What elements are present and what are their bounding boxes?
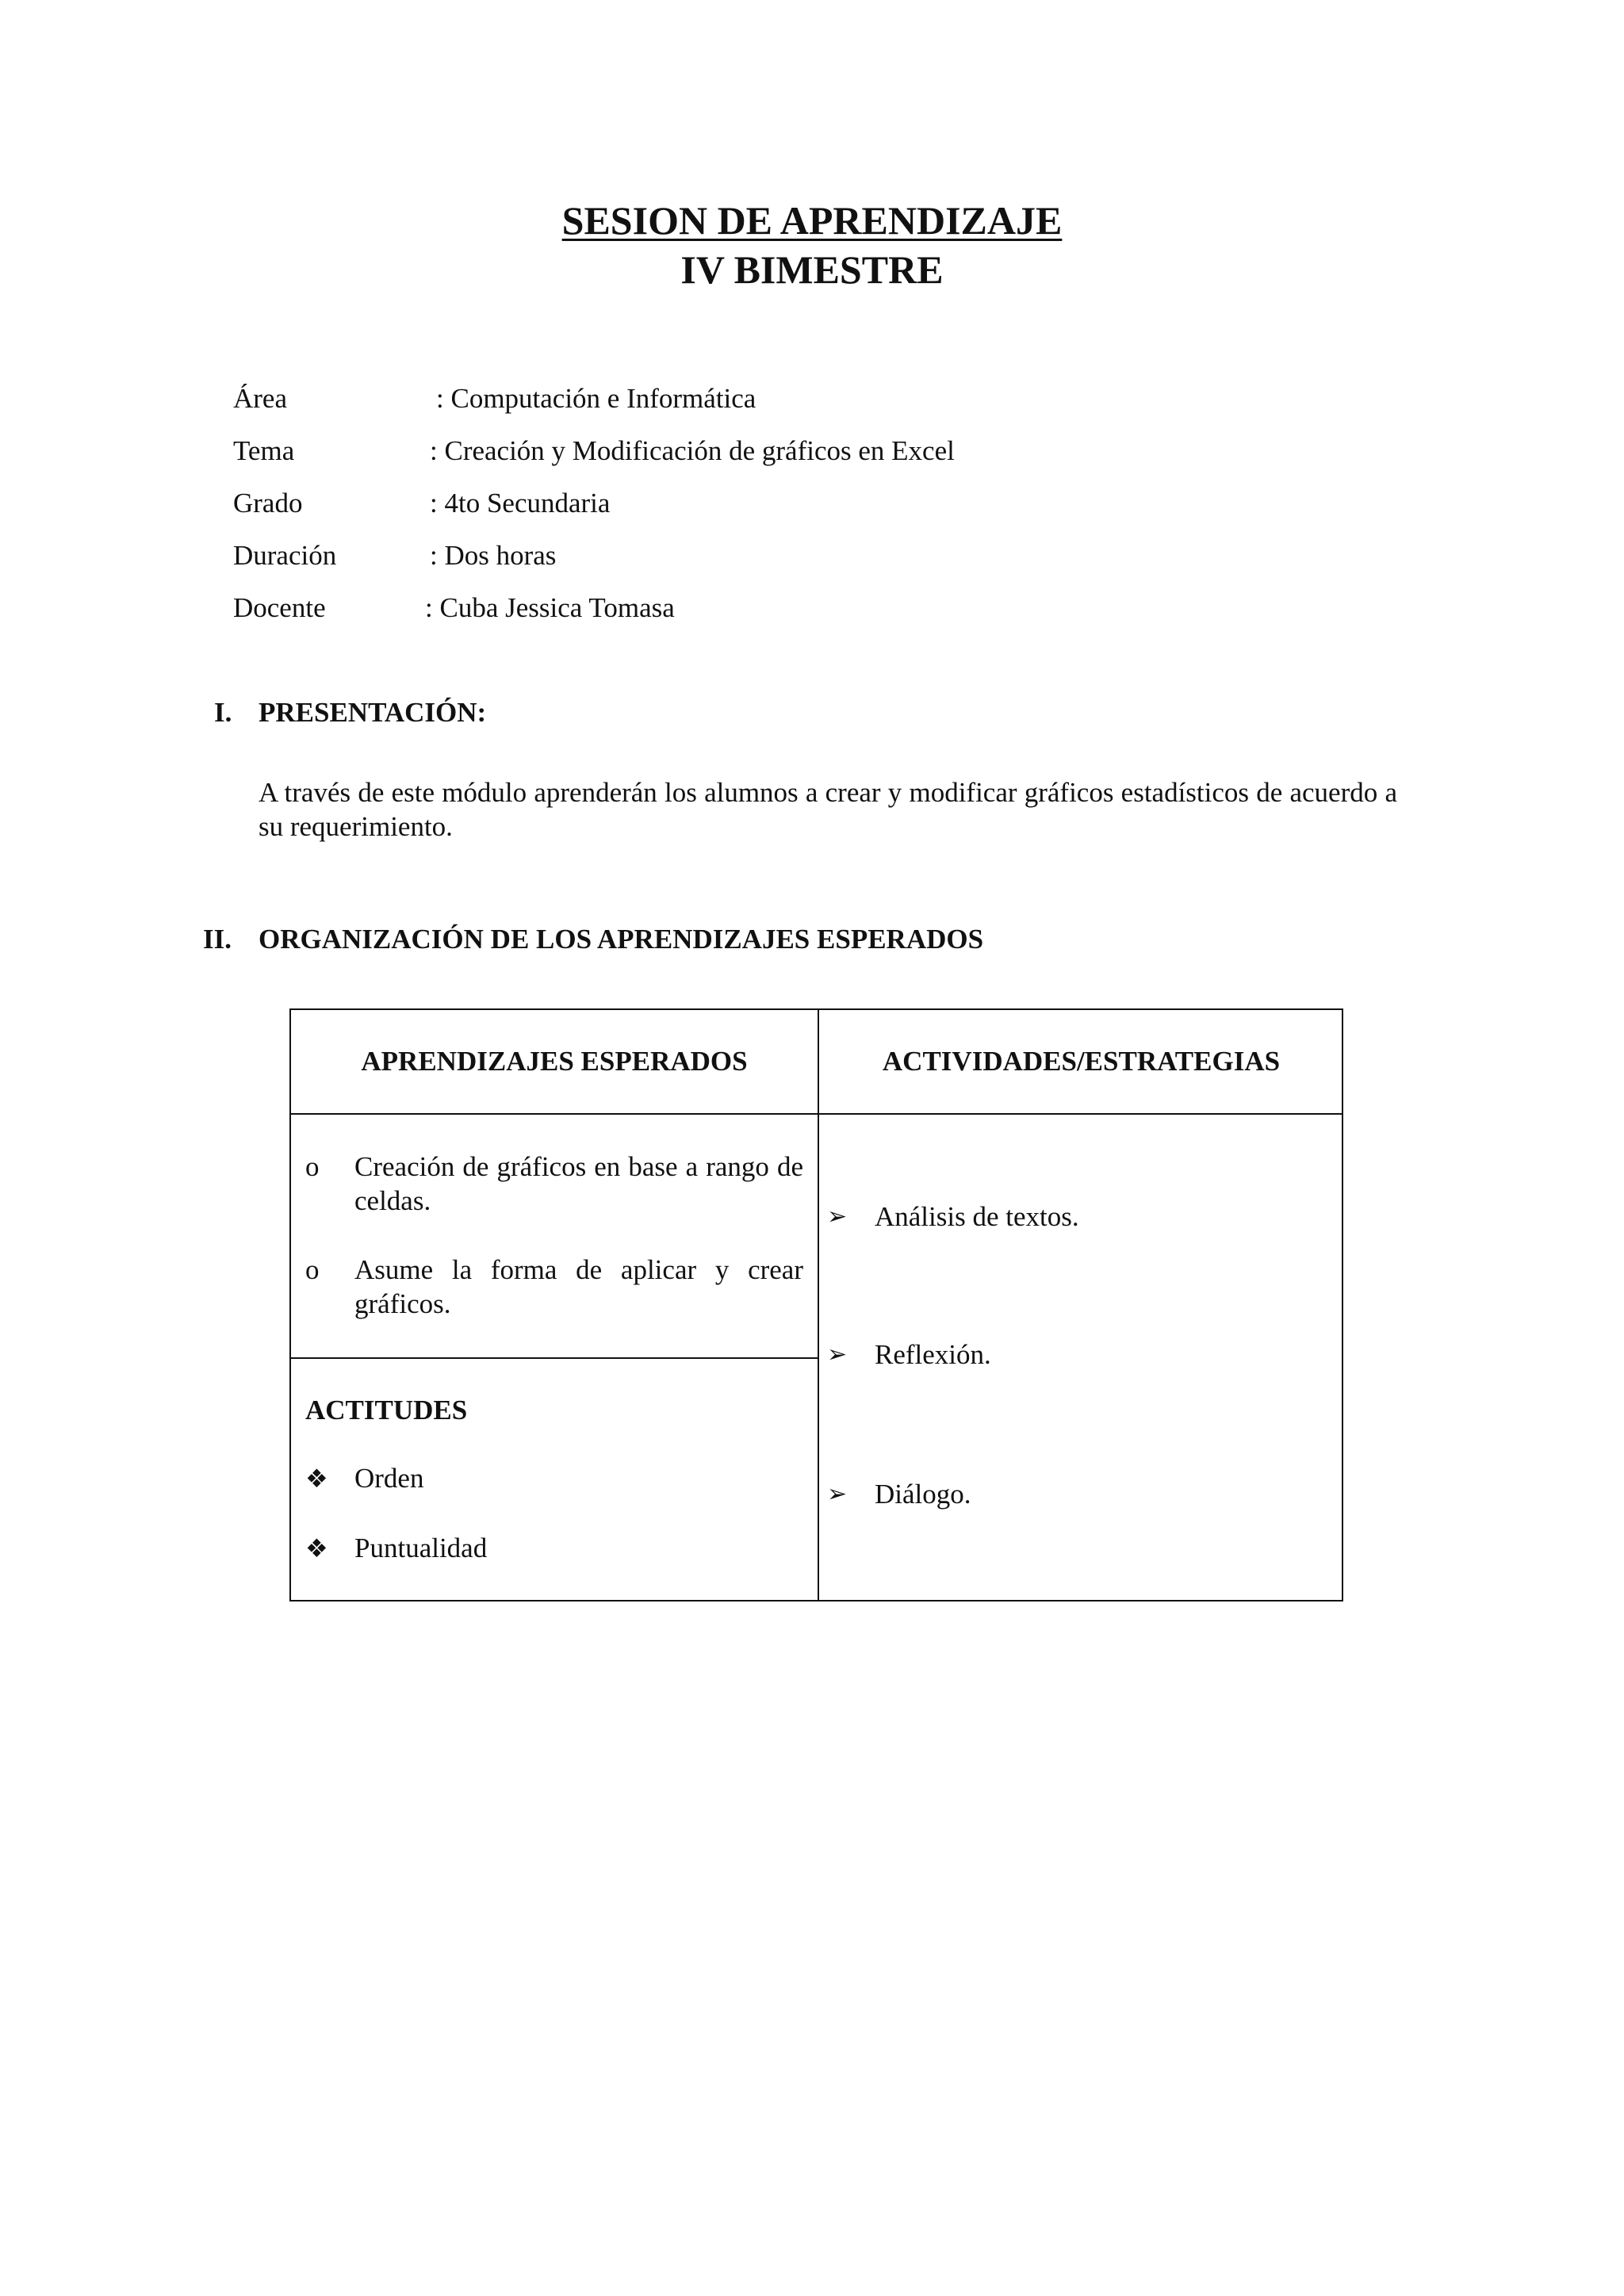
section-title: PRESENTACIÓN: xyxy=(259,697,487,728)
diamond-bullet-icon: ❖ xyxy=(305,1464,328,1493)
section-title: ORGANIZACIÓN DE LOS APRENDIZAJES ESPERADOS xyxy=(259,924,984,955)
actividad-text: Análisis de textos. xyxy=(875,1201,1079,1232)
table-header-aprendizajes: APRENDIZAJES ESPERADOS xyxy=(361,1046,748,1077)
actitud-text: Puntualidad xyxy=(354,1533,488,1563)
arrow-bullet-icon: ➢ xyxy=(827,1203,848,1230)
table-header-divider xyxy=(291,1113,1342,1115)
page-subtitle: IV BIMESTRE xyxy=(680,247,944,292)
table-header-actividades: ACTIVIDADES/ESTRATEGIAS xyxy=(882,1046,1281,1077)
section-number: II. xyxy=(203,924,232,955)
info-label: Tema xyxy=(233,435,295,466)
table-row-divider xyxy=(291,1357,818,1359)
learning-table xyxy=(289,1008,1343,1601)
info-value: : Dos horas xyxy=(430,540,557,571)
info-label: Área xyxy=(233,383,288,414)
info-label: Grado xyxy=(233,488,303,519)
info-value: : Creación y Modificación de gráficos en Excel xyxy=(430,435,955,466)
actitud-text: Orden xyxy=(354,1463,424,1494)
info-value: : Cuba Jessica Tomasa xyxy=(425,592,675,623)
arrow-bullet-icon: ➢ xyxy=(827,1481,848,1507)
actividad-text: Reflexión. xyxy=(875,1339,991,1370)
list-item xyxy=(819,1197,1343,1237)
section-number: I. xyxy=(214,697,232,728)
info-label: Duración xyxy=(233,540,337,571)
circle-bullet-icon: o xyxy=(305,1254,320,1285)
diamond-bullet-icon: ❖ xyxy=(305,1534,328,1563)
info-value: : 4to Secundaria xyxy=(430,488,611,519)
actitudes-heading: ACTITUDES xyxy=(305,1395,468,1425)
page-title-text: SESION DE APRENDIZAJE xyxy=(561,198,1063,243)
arrow-bullet-icon: ➢ xyxy=(827,1341,848,1368)
aprendizaje-text: Asume la forma de aplicar y crear gráficos. xyxy=(354,1254,803,1319)
circle-bullet-icon: o xyxy=(305,1151,320,1182)
list-item xyxy=(819,1335,1343,1375)
info-value: : Computación e Informática xyxy=(436,383,756,414)
aprendizaje-text: Creación de gráficos en base a rango de celdas. xyxy=(354,1151,803,1216)
actividad-text: Diálogo. xyxy=(875,1479,971,1510)
presentation-paragraph: A través de este módulo aprenderán los alumnos a crear y modificar gráficos estadísticos de acuerdo a su requerimiento. xyxy=(259,777,1397,842)
page-title xyxy=(0,195,1624,246)
info-label: Docente xyxy=(233,592,326,623)
list-item xyxy=(819,1475,1343,1514)
